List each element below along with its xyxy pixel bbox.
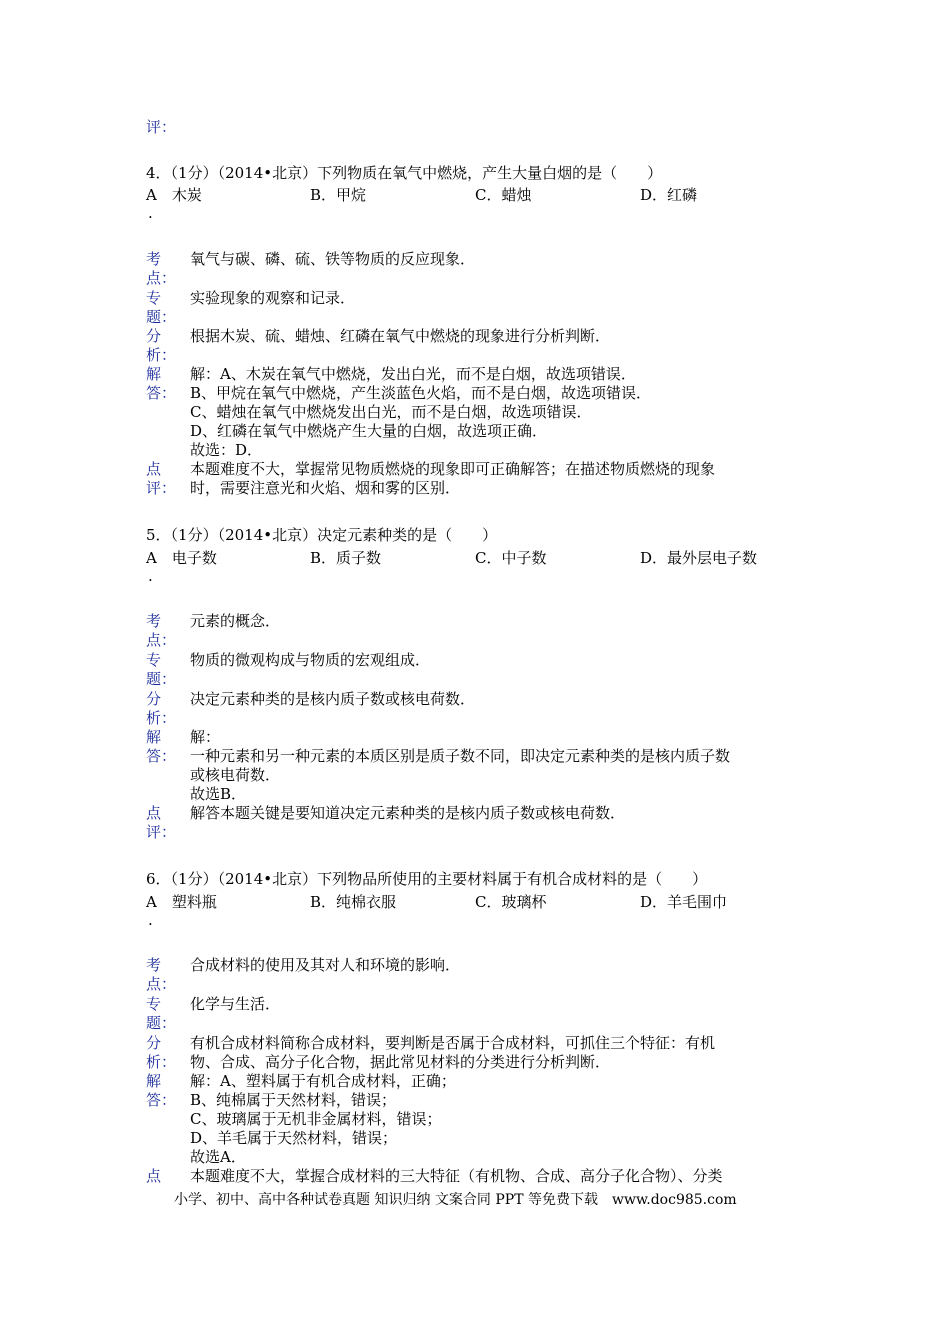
option-dot: .	[148, 204, 153, 222]
jieda-line: 解：A、木炭在氧气中燃烧，发出白光，而不是白烟，故选项错误．	[190, 365, 636, 383]
label-fenxi-1: 分	[146, 690, 162, 708]
label-dianping-1: 点	[146, 804, 162, 822]
label-dianping-1: 点	[146, 460, 162, 478]
dianping-line: 时，需要注意光和火焰、烟和雾的区别．	[190, 479, 461, 497]
jieda-line: D、羊毛属于天然材料，错误；	[190, 1129, 398, 1147]
zhuanti-text: 物质的微观构成与物质的宏观组成．	[190, 651, 431, 669]
label-jieda-1: 解	[146, 365, 162, 383]
label-dianping-2: 评：	[146, 823, 177, 841]
label-dianping-1: 点	[146, 1167, 162, 1185]
label-jieda-1: 解	[146, 728, 162, 746]
label-zhuanti-1: 专	[146, 995, 162, 1013]
dianping-line: 本题难度不大，掌握常见物质燃烧的现象即可正确解答；在描述物质燃烧的现象	[190, 460, 716, 478]
dianping-line: 本题难度不大，掌握合成材料的三大特征（有机物、合成、高分子化合物）、分类	[190, 1167, 723, 1185]
option-dot: .	[148, 567, 153, 585]
option-d: D．红磷	[640, 186, 698, 204]
dianping-line: 解答本题关键是要知道决定元素种类的是核内质子数或核电荷数．	[190, 804, 626, 822]
jieda-line: 一种元素和另一种元素的本质区别是质子数不同，即决定元素种类的是核内质子数	[190, 747, 731, 765]
label-kaodian-2: 点：	[146, 631, 177, 649]
option-a: A 塑料瓶	[146, 893, 217, 911]
jieda-line: 故选：D．	[190, 441, 263, 459]
label-fenxi-2: 析：	[146, 346, 177, 364]
label-jieda-2: 答：	[146, 384, 177, 402]
fenxi-line: 有机合成材料简称合成材料，要判断是否属于合成材料，可抓住三个特征：有机	[190, 1034, 716, 1052]
jieda-line: C、蜡烛在氧气中燃烧发出白光，而不是白烟，故选项错误．	[190, 403, 592, 421]
option-c: C．玻璃杯	[475, 893, 547, 911]
label-fenxi-1: 分	[146, 327, 162, 345]
label-kaodian-2: 点：	[146, 975, 177, 993]
kaodian-text: 氧气与碳、磷、硫、铁等物质的反应现象．	[190, 250, 476, 268]
option-c: C．蜡烛	[475, 186, 532, 204]
label-kaodian-1: 考	[146, 250, 162, 268]
jieda-line: 故选A．	[190, 1148, 246, 1166]
jieda-line: 解：	[190, 728, 221, 746]
jieda-line: C、玻璃属于无机非金属材料，错误；	[190, 1110, 442, 1128]
fenxi-line: 物、合成、高分子化合物，据此常见材料的分类进行分析判断．	[190, 1053, 611, 1071]
question-stem: 5．（1分）（2014•北京）决定元素种类的是（ ）	[146, 526, 498, 544]
label-kaodian-2: 点：	[146, 269, 177, 287]
option-d: D．羊毛围巾	[640, 893, 728, 911]
label-zhuanti-1: 专	[146, 651, 162, 669]
option-b: B．甲烷	[310, 186, 367, 204]
label-fenxi-2: 析：	[146, 1053, 177, 1071]
jieda-line: 或核电荷数．	[190, 766, 281, 784]
option-a: A 木炭	[146, 186, 202, 204]
fenxi-line: 决定元素种类的是核内质子数或核电荷数．	[190, 690, 476, 708]
option-dot: .	[148, 911, 153, 929]
label-kaodian-1: 考	[146, 612, 162, 630]
jieda-line: D、红磷在氧气中燃烧产生大量的白烟，故选项正确．	[190, 422, 548, 440]
jieda-line: B、纯棉属于天然材料，错误；	[190, 1091, 397, 1109]
option-b: B．质子数	[310, 549, 382, 567]
jieda-line: 故选B．	[190, 785, 247, 803]
label-jieda-2: 答：	[146, 1091, 177, 1109]
fenxi-line: 根据木炭、硫、蜡烛、红磷在氧气中燃烧的现象进行分析判断．	[190, 327, 611, 345]
question-stem: 6．（1分）（2014•北京）下列物品所使用的主要材料属于有机合成材料的是（ ）	[146, 870, 708, 888]
label-fenxi-2: 析：	[146, 709, 177, 727]
label-kaodian-1: 考	[146, 956, 162, 974]
top-fragment-label: 评：	[146, 118, 177, 136]
label-jieda-2: 答：	[146, 747, 177, 765]
zhuanti-text: 化学与生活．	[190, 995, 281, 1013]
option-c: C．中子数	[475, 549, 547, 567]
label-fenxi-1: 分	[146, 1034, 162, 1052]
kaodian-text: 元素的概念．	[190, 612, 281, 630]
zhuanti-text: 实验现象的观察和记录．	[190, 289, 356, 307]
label-zhuanti-2: 题：	[146, 670, 177, 688]
question-stem: 4．（1分）（2014•北京）下列物质在氧气中燃烧，产生大量白烟的是（ ）	[146, 164, 663, 182]
option-d: D．最外层电子数	[640, 549, 758, 567]
label-dianping-2: 评：	[146, 479, 177, 497]
page-footer: 小学、初中、高中各种试卷真题 知识归纳 文案合同 PPT 等免费下载 www.doc985.com	[174, 1192, 737, 1208]
label-zhuanti-2: 题：	[146, 308, 177, 326]
kaodian-text: 合成材料的使用及其对人和环境的影响．	[190, 956, 461, 974]
label-jieda-1: 解	[146, 1072, 162, 1090]
option-a: A 电子数	[146, 549, 217, 567]
label-zhuanti-1: 专	[146, 289, 162, 307]
jieda-line: 解：A、塑料属于有机合成材料，正确；	[190, 1072, 456, 1090]
jieda-line: B、甲烷在氧气中燃烧，产生淡蓝色火焰，而不是白烟，故选项错误．	[190, 384, 652, 402]
option-b: B．纯棉衣服	[310, 893, 397, 911]
label-zhuanti-2: 题：	[146, 1014, 177, 1032]
